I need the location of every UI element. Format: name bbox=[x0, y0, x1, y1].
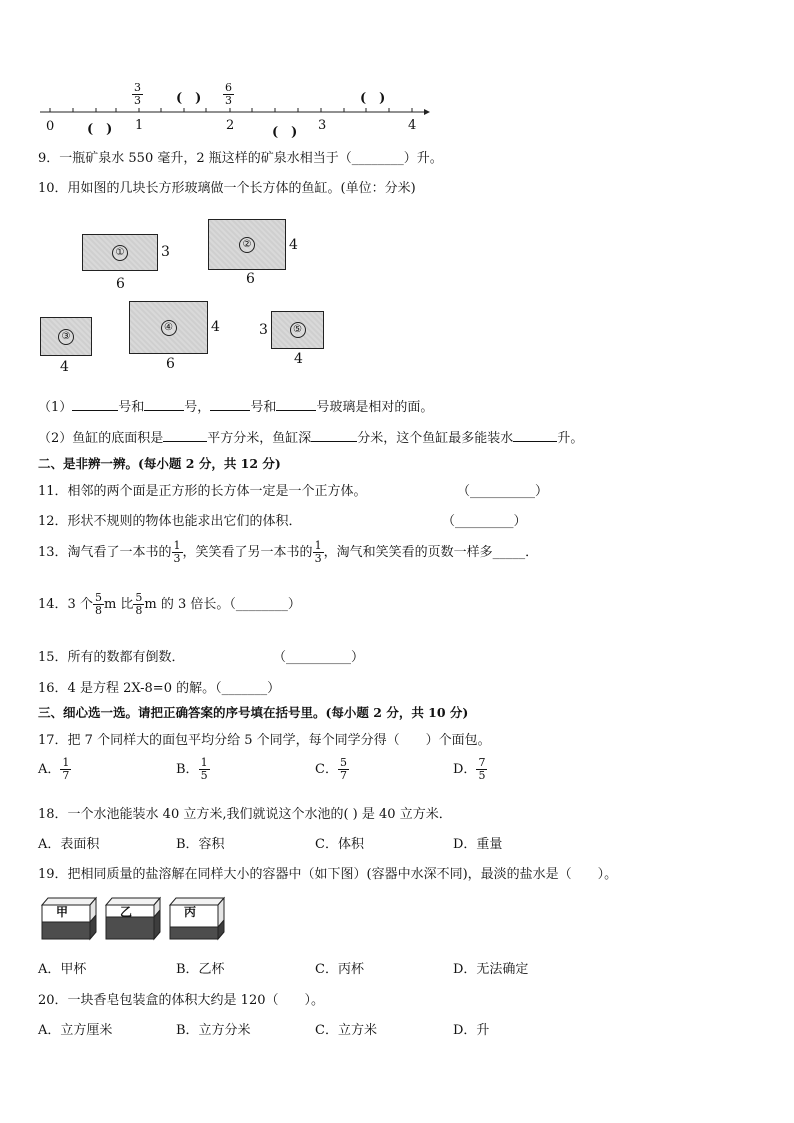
fraction-5-8: $\frac{5}{8}$ bbox=[135, 591, 143, 617]
answer-blank[interactable] bbox=[163, 429, 207, 442]
panel-2-width: 6 bbox=[246, 271, 255, 287]
answer-blank[interactable] bbox=[144, 398, 184, 411]
question-10-part-1: （1） 号和 号， 号和 号玻璃是相对的面。 bbox=[38, 400, 434, 415]
option-c[interactable]: C．立方米 bbox=[315, 1023, 377, 1038]
option-b[interactable]: B．立方分米 bbox=[176, 1023, 251, 1038]
cup-label-bing: 丙 bbox=[184, 905, 197, 919]
question-12-answer[interactable]: （_________） bbox=[442, 514, 527, 529]
panel-number: ② bbox=[239, 237, 255, 253]
tick-label-3: 3 bbox=[318, 118, 327, 133]
panel-1-height: 3 bbox=[161, 244, 170, 260]
panel-number: ③ bbox=[58, 329, 74, 345]
section-2-title: 二、是非辨一辨。(每小题 2 分，共 12 分) bbox=[38, 456, 281, 471]
question-20: 20．一块香皂包装盒的体积大约是 120（ ）。 bbox=[38, 993, 324, 1008]
panel-4-height: 4 bbox=[211, 319, 220, 335]
option-d[interactable]: D． $\frac{7}{5}$ bbox=[453, 756, 486, 782]
fraction-1-3: $\frac{1}{3}$ bbox=[173, 539, 181, 565]
option-d[interactable]: D．无法确定 bbox=[453, 962, 529, 977]
option-a[interactable]: A．甲杯 bbox=[38, 962, 87, 977]
answer-blank[interactable] bbox=[311, 429, 357, 442]
glass-panel-4 bbox=[129, 301, 208, 354]
question-10-part-2: （2）鱼缸的底面积是 平方分米，鱼缸深 分米，这个鱼缸最多能装水 升。 bbox=[38, 431, 584, 446]
panel-3-width: 4 bbox=[60, 359, 69, 375]
question-11-answer[interactable]: （__________） bbox=[457, 484, 549, 499]
panel-number: ⑤ bbox=[290, 322, 306, 338]
question-9: 9．一瓶矿泉水 550 毫升，2 瓶这样的矿泉水相当于（________）升。 bbox=[38, 151, 443, 166]
tick-label-1: 1 bbox=[135, 118, 144, 133]
answer-blank[interactable] bbox=[210, 398, 250, 411]
option-d[interactable]: D．重量 bbox=[453, 837, 503, 852]
blank-above-1[interactable]: ( ) bbox=[176, 91, 202, 106]
glass-panel-3 bbox=[40, 317, 92, 356]
blank-above-2[interactable]: ( ) bbox=[360, 91, 386, 106]
panel-1-width: 6 bbox=[116, 276, 125, 292]
question-16: 16．4 是方程 2X-8=0 的解。（_______） bbox=[38, 681, 281, 696]
option-a[interactable]: A．立方厘米 bbox=[38, 1023, 113, 1038]
option-b[interactable]: B．容积 bbox=[176, 837, 225, 852]
panel-5-height: 3 bbox=[259, 322, 268, 338]
question-15-answer[interactable]: （__________） bbox=[273, 650, 365, 665]
panel-number: ④ bbox=[161, 320, 177, 336]
question-11: 11．相邻的两个面是正方形的长方体一定是一个正方体。 bbox=[38, 484, 367, 499]
fraction-6-3: $\frac{6}{3}$ bbox=[225, 81, 232, 107]
option-d[interactable]: D．升 bbox=[453, 1023, 490, 1038]
option-a[interactable]: A．表面积 bbox=[38, 837, 100, 852]
answer-blank[interactable] bbox=[72, 398, 118, 411]
fraction-3-3: $\frac{3}{3}$ bbox=[134, 81, 141, 107]
fraction-1-3: $\frac{1}{3}$ bbox=[314, 539, 322, 565]
answer-blank[interactable] bbox=[276, 398, 316, 411]
section-3-title: 三、细心选一选。请把正确答案的序号填在括号里。(每小题 2 分，共 10 分) bbox=[38, 705, 469, 720]
blank-below-1[interactable]: ( ) bbox=[87, 122, 113, 137]
glass-panel-2 bbox=[208, 219, 286, 270]
option-b[interactable]: B．乙杯 bbox=[176, 962, 225, 977]
cup-label-jia: 甲 bbox=[56, 905, 69, 919]
option-a[interactable]: A． $\frac{1}{7}$ bbox=[38, 756, 70, 782]
cup-label-yi: 乙 bbox=[120, 905, 133, 919]
question-17: 17．把 7 个同样大的面包平均分给 5 个同学，每个同学分得（ ）个面包。 bbox=[38, 733, 491, 748]
question-18: 18．一个水池能装水 40 立方米,我们就说这个水池的( ) 是 40 立方米． bbox=[38, 807, 452, 822]
option-c[interactable]: C．丙杯 bbox=[315, 962, 364, 977]
fraction-5-8: $\frac{5}{8}$ bbox=[94, 591, 102, 617]
blank-below-2[interactable]: ( ) bbox=[272, 125, 298, 140]
question-15: 15．所有的数都有倒数． bbox=[38, 650, 185, 665]
option-b[interactable]: B． $\frac{1}{5}$ bbox=[176, 756, 208, 782]
glass-panel-1 bbox=[82, 234, 158, 271]
question-10: 10．用如图的几块长方形玻璃做一个长方体的鱼缸。(单位：分米) bbox=[38, 181, 416, 196]
panel-number: ① bbox=[112, 245, 128, 261]
panel-4-width: 6 bbox=[166, 356, 175, 372]
glass-panel-5 bbox=[271, 311, 324, 349]
panel-5-width: 4 bbox=[294, 351, 303, 367]
tick-label-4: 4 bbox=[408, 118, 417, 133]
option-c[interactable]: C．体积 bbox=[315, 837, 364, 852]
option-c[interactable]: C． $\frac{5}{7}$ bbox=[315, 756, 347, 782]
tick-label-0: 0 bbox=[46, 119, 55, 134]
panel-2-height: 4 bbox=[289, 237, 298, 253]
tick-label-2: 2 bbox=[226, 118, 235, 133]
question-12: 12．形状不规则的物体也能求出它们的体积． bbox=[38, 514, 302, 529]
question-13: 13．淘气看了一本书的 $\frac{1}{3}$ ，笑笑看了另一本书的 $\frac{1}{3}$ ，淘气和笑笑看的页数一样多_____． bbox=[38, 539, 539, 565]
answer-blank[interactable] bbox=[513, 429, 557, 442]
question-14: 14．3 个 $\frac{5}{8}$ m 比 $\frac{5}{8}$ m 的 3 倍长。（________） bbox=[38, 591, 301, 617]
question-19: 19．把相同质量的盐溶解在同样大小的容器中（如下图）(容器中水深不同)，最淡的盐水是（ ）。 bbox=[38, 867, 618, 882]
